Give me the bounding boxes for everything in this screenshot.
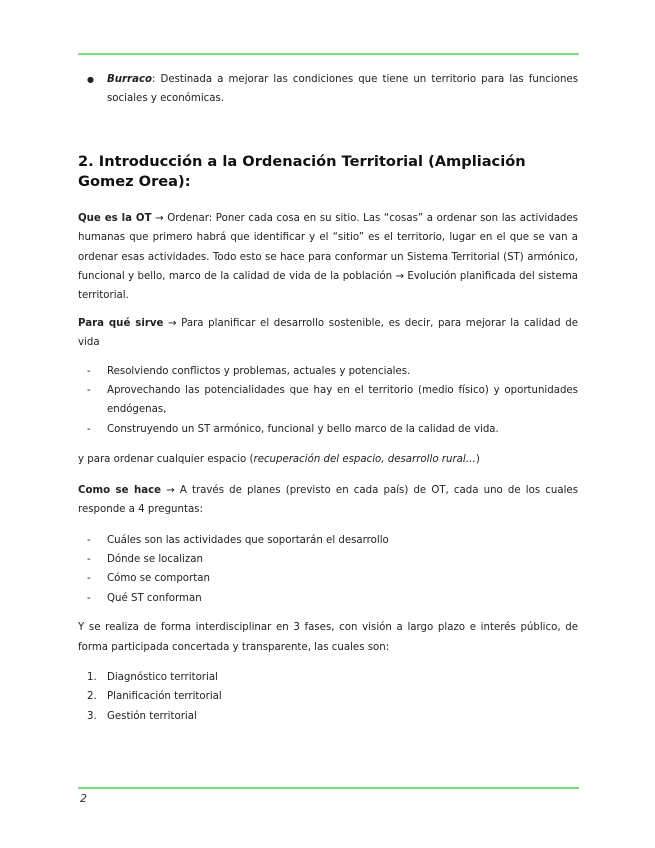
list-preguntas [78,531,578,609]
item-number: 3. [87,710,97,722]
numbered-item-text: Diagnóstico territorial [107,671,218,683]
numbered-item [78,687,578,706]
text-como: → A través de planes (previsto en cada país) de OT, cada uno de los cuales responde a 4 preguntas: [78,484,578,516]
list-item [78,589,578,608]
dash-icon: - [87,534,91,546]
list-item-text: Construyendo un ST armónico, funcional y bello marco de la calidad de vida. [107,423,499,435]
paragraph-como [78,481,578,520]
paragraph-fases: Y se realiza de forma interdisciplinar en 3 fases, con visión a largo plazo e interés público, de forma participada concertada y transparente, las cuales son: [78,622,578,653]
text-que-es: → Ordenar: Poner cada cosa en su sitio. Las “cosas” a ordenar son las actividades humanas que primero habrá que identificar y el “sitio” es el territorio, lugar en el que se van a ordenar esas actividades. Todo esto se hace para conformar un Sistema Territorial (ST) armónico, funcional y bello, marco de la calidad de vida de la población → Evolución planificada del sistema territorial. [78,212,578,302]
dash-icon: - [87,365,91,377]
bullet-text: : Destinada a mejorar las condiciones que tiene un territorio para las funciones sociales y económicas. [107,74,578,105]
dash-icon: - [87,553,91,565]
page-body [78,70,578,726]
dash-icon: - [87,423,91,435]
numbered-item [78,707,578,726]
ordenar-text: y para ordenar cualquier espacio ( [78,454,254,466]
numbered-item-text: Planificación territorial [107,691,222,703]
term-para-que: Para qué sirve [78,317,164,329]
list-item [78,569,578,588]
list-fases [78,668,578,726]
bullet-term: Burraco [107,74,152,85]
term-como: Como se hace [78,484,162,496]
dash-icon: - [87,573,91,585]
item-number: 1. [87,671,97,683]
list-item [78,531,578,550]
term-que-es: Que es la OT [78,212,152,224]
item-number: 2. [87,691,97,703]
list-item [78,362,578,381]
footer-rule [78,787,579,789]
list-para-que [78,362,578,440]
list-item-text: Dónde se localizan [107,553,203,565]
section-heading: 2. Introducción a la Ordenación Territorial (Ampliación Gomez Orea): [78,152,526,190]
list-item-text: Aprovechando las potencialidades que hay en el territorio (medio físico) y oportunidades endógenas, [107,385,578,416]
list-item-text: Cómo se comportan [107,573,210,585]
bullet-icon: ● [87,75,94,84]
ordenar-end: ) [475,454,480,466]
text-para-que: → Para planificar el desarrollo sostenible, es decir, para mejorar la calidad de vida [78,317,578,349]
dash-icon: - [87,592,91,604]
paragraph-ordenar [78,450,578,469]
page-number: 2 [80,792,87,805]
list-item-text: Cuáles son las actividades que soportarán el desarrollo [107,534,389,546]
header-rule [78,53,579,55]
list-item [78,420,578,439]
list-item [78,550,578,569]
list-item [78,381,578,420]
paragraph-que-es [78,209,578,306]
dash-icon: - [87,385,91,397]
numbered-item [78,668,578,687]
ordenar-italic: recuperación del espacio, desarrollo rural… [253,454,476,466]
bullet-item [78,70,578,109]
numbered-item-text: Gestión territorial [107,710,197,722]
list-item-text: Qué ST conforman [107,592,202,604]
paragraph-para-que [78,314,578,353]
list-item-text: Resolviendo conflictos y problemas, actuales y potenciales. [107,365,411,377]
